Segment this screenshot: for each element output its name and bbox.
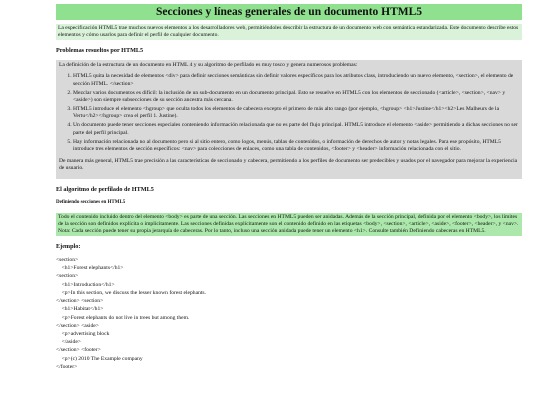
example-label: Ejemplo: xyxy=(56,243,81,251)
sections-body: Todo el contenido incluido dentro del elemento <body> es parte de una sección. Las secciones en HTML5 pueden ser anidadas. Además de la sección principal, definida por el elemento <body>, los límites de la sección son definidos explícita o implícitamente. Las secciones definidas explícitamente son el contenido definido en las etiquetas <body>, <section>, <article>, <aside>, <footer>, <header>, y <nav>. Nota: Cada sección puede tener su propia jerarquía de cabeceras. Por lo tanto, incluso una sección anidada puede tener un elemento <h1>. Consulte también Definiendo cabeceras en HTML5. xyxy=(56,213,522,236)
example-code: <section> <h1>Forest elephants</h1> <section> <h1>Introduction</h1> <p>In this section, we discuss the lesser known forest elephants. </section> <section> <h1>Habitat</h1> <p>Forest elephants do not live in trees but among them. </section> <aside> <p>advertising block </aside> </section> <footer> <p>(c) 2010 The Example company </footer> xyxy=(56,257,207,370)
list-item: 1. HTML5 quita la necesidad de elementos <div> para definir secciones semánticas sin definir valores específicos para los atributos class, introduciendo un nuevo elemento, <section>, el elemento de sección HTML. </section> xyxy=(73,73,519,87)
problems-lead: La definición de la estructura de un documento en HTML 4 y su algoritmo de perfilado es muy tosco y genera numerosos problemas: xyxy=(59,62,358,69)
section-heading-problems: Problemas resueltos por HTML5 xyxy=(56,47,144,55)
subsection-heading-defining: Definiendo secciones en HTML5 xyxy=(56,200,126,206)
page-title: Secciones y líneas generales de un documento HTML5 xyxy=(56,4,522,20)
problems-block xyxy=(56,60,522,179)
list-item: 4. Un documento puede tener secciones especiales conteniendo información relacionada que no es parte del flujo principal. HTML5 introduce el elemento <aside> permitiendo a dichas secciones no ser parte del perfil principal. xyxy=(73,122,519,136)
intro-paragraph: La especificación HTML5 trae muchos nuevos elementos a los desarrolladores web, permitiéndoles describir la estructura de un documento web con semántica estandarizada. Este documento describe estos elementos y cómo usarlos para definir el perfil de cualquier documento. xyxy=(56,24,522,40)
list-item: 5. Hay información relacionada no al documento pero si al sitio entero, como logos, menús, tablas de contenidos, o información de derechos de autor y notas legales. Para ese propósito, HTML5 introduce tres elementos de sección específicos: <nav> para colecciones de enlaces, como una tabla de contenidos, <footer> y <header> información relacionada con el sitio. xyxy=(73,139,519,153)
list-item: 2. Mezclar varios documentos es difícil: la inclusión de un sub-documento en un documento principal. Esto se resuelve en HTML5 con los elementos de seccionado (<article>, <section>, <nav> y <aside>) son siempre subsecciones de su sección ancestra más cercana. xyxy=(73,90,519,104)
list-item: 3. HTML5 introduce el elemento <hgroup> que oculta todos los elementos de cabecera excepto el primero de más alto rango (por ejemplo, <hgroup> <h1>Justine</h1><h2>Les Malheurs de la Vertu</h2></hgroup> crea el perfil 1. Justine). xyxy=(73,106,519,120)
problems-list xyxy=(59,73,519,153)
section-heading-algorithm: El algoritmo de perfilado de HTML5 xyxy=(56,186,154,194)
problems-closing: De manera más general, HTML5 trae precisión a las características de seccionado y cabecera, permitiendo a los perfiles de documento ser predecibles y usados por el navegador para mejorar la experiencia de usuario. xyxy=(59,157,518,172)
